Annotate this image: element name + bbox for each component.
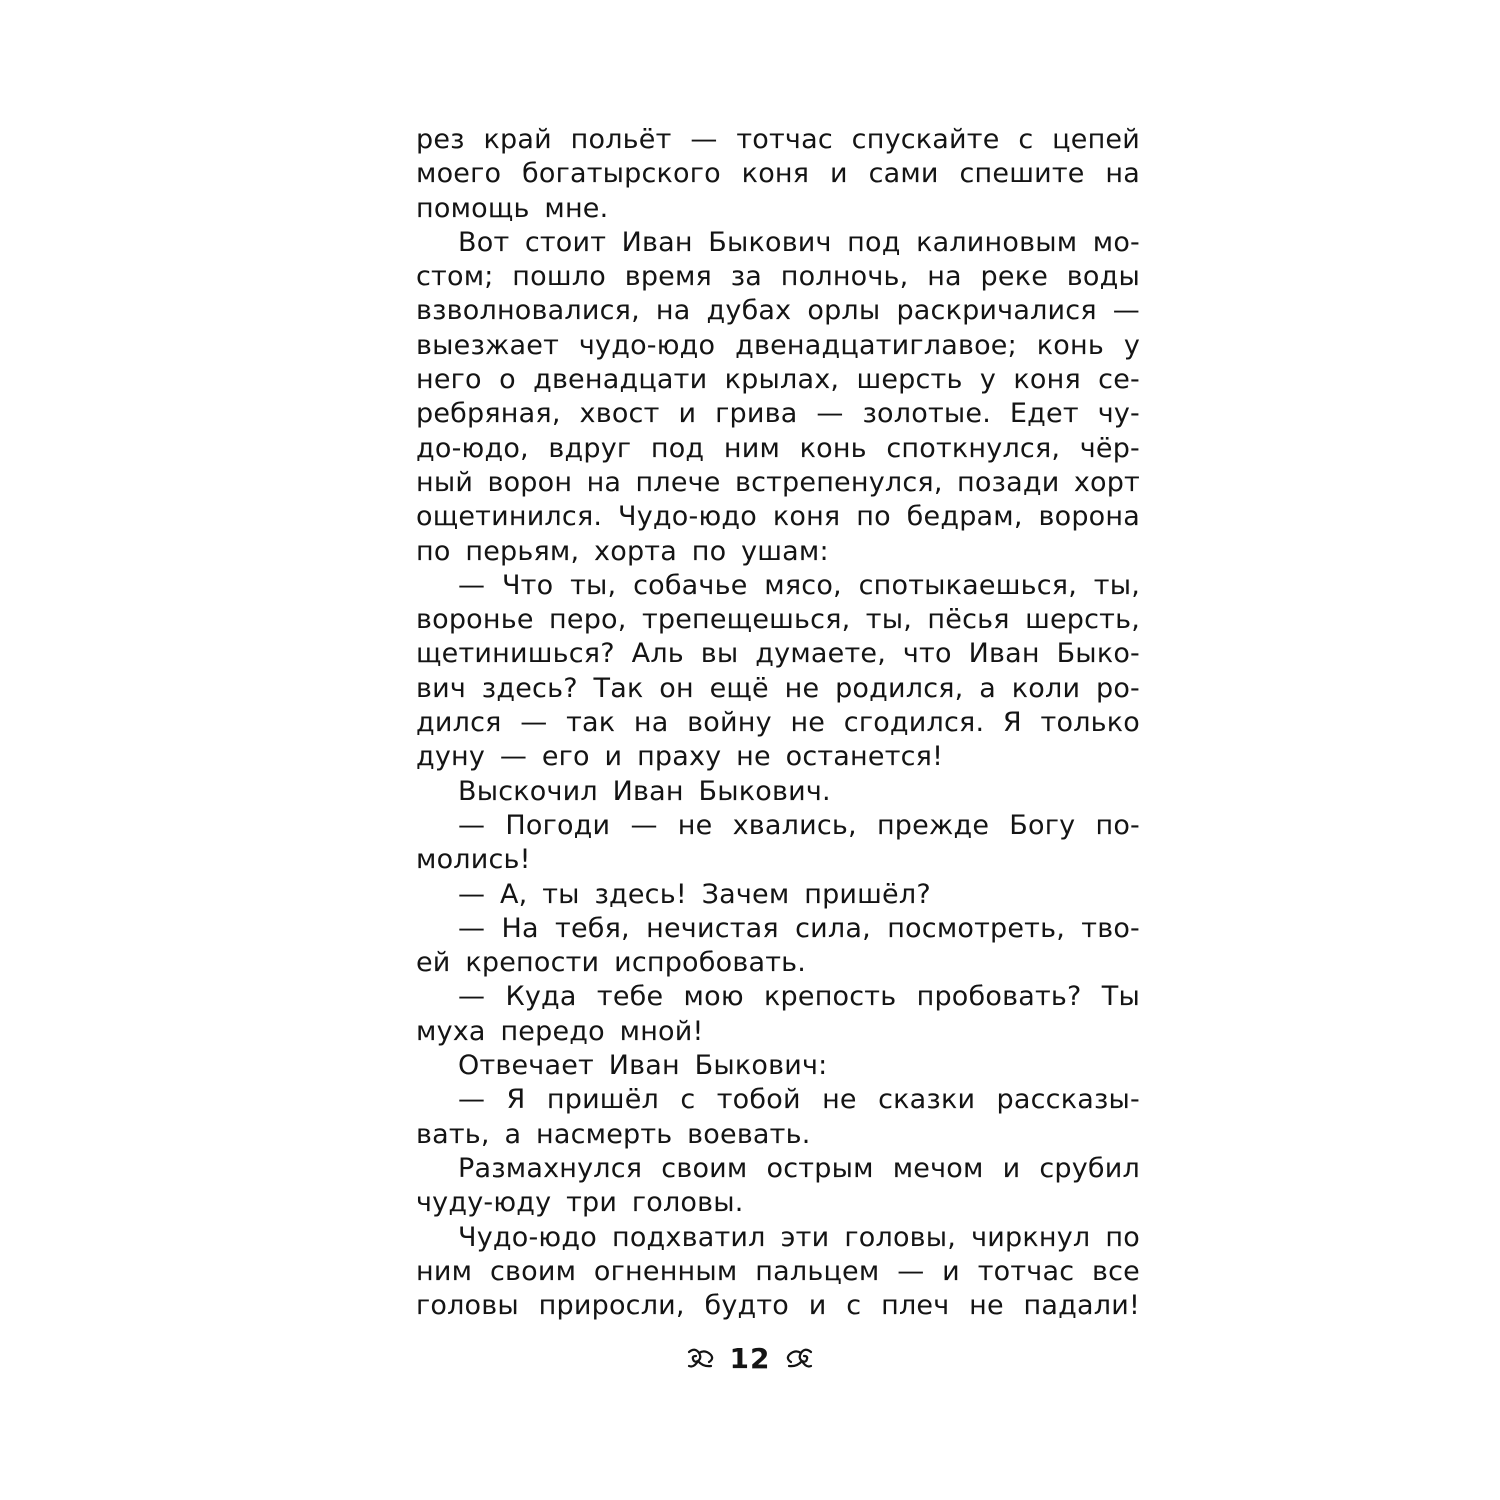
page-number: 12 bbox=[729, 1342, 771, 1375]
text-line: воронье перо, трепещешься, ты, пёсья шерсть, bbox=[416, 604, 1140, 636]
text-line: Отвечает Иван Быкович: bbox=[458, 1050, 828, 1082]
text-line: выезжает чудо-юдо двенадцатиглавое; конь у bbox=[416, 329, 1140, 361]
text-line: Выскочил Иван Быкович. bbox=[458, 775, 831, 807]
text-line: Размахнулся своим острым мечом и срубил bbox=[458, 1152, 1140, 1184]
text-line: помощь мне. bbox=[416, 192, 609, 224]
text-line: — Куда тебе мою крепость пробовать? Ты bbox=[458, 981, 1140, 1013]
text-line: головы приросли, будто и с плеч не падали! bbox=[416, 1290, 1140, 1322]
text-line: ей крепости испробовать. bbox=[416, 947, 807, 979]
text-line: — Что ты, собачье мясо, спотыкаешься, ты, bbox=[458, 569, 1140, 601]
text-line: по перьям, хорта по ушам: bbox=[416, 535, 829, 567]
text-line: — На тебя, нечистая сила, посмотреть, тво- bbox=[458, 912, 1140, 944]
text-line: — Я пришёл с тобой не сказки рассказы- bbox=[458, 1084, 1140, 1116]
page-footer bbox=[0, 1342, 1500, 1375]
text-line: Чудо-юдо подхватил эти головы, чиркнул по bbox=[458, 1221, 1140, 1253]
text-line: муха передо мной! bbox=[416, 1015, 704, 1047]
text-line: вать, а насмерть воевать. bbox=[416, 1118, 811, 1150]
ornament-left-icon bbox=[686, 1344, 716, 1374]
text-line: дуну — его и праху не останется! bbox=[416, 741, 944, 773]
text-line: рез край польёт — тотчас спускайте с цепей bbox=[416, 124, 1140, 155]
text-line: Вот стоит Иван Быкович под калиновым мо- bbox=[458, 226, 1140, 258]
text-line: ощетинился. Чудо-юдо коня по бедрам, ворона bbox=[416, 501, 1140, 533]
text-line: щетинишься? Аль вы думаете, что Иван Быко- bbox=[416, 638, 1140, 670]
text-line: дился — так на войну не сгодился. Я только bbox=[416, 707, 1140, 739]
page-body-text bbox=[416, 123, 1140, 1323]
text-line: него о двенадцати крылах, шерсть у коня се- bbox=[416, 364, 1140, 396]
text-line: вич здесь? Так он ещё не родился, а коли ро- bbox=[416, 672, 1140, 704]
text-line: ный ворон на плече встрепенулся, позади хорт bbox=[416, 466, 1140, 498]
text-line: чуду-юду три головы. bbox=[416, 1187, 744, 1219]
text-line: — А, ты здесь! Зачем пришёл? bbox=[458, 878, 931, 910]
text-line: ним своим огненным пальцем — и тотчас все bbox=[416, 1255, 1140, 1287]
text-line: взволновалися, на дубах орлы раскричалися — bbox=[416, 295, 1140, 327]
text-line: — Погоди — не хвались, прежде Богу по- bbox=[458, 809, 1140, 841]
text-line: молись! bbox=[416, 844, 531, 876]
text-line: моего богатырского коня и сами спешите на bbox=[416, 158, 1140, 190]
text-line: стом; пошло время за полночь, на реке воды bbox=[416, 261, 1140, 293]
text-line: до-юдо, вдруг под ним конь споткнулся, чёр- bbox=[416, 432, 1140, 464]
text-line: ребряная, хвост и грива — золотые. Едет чу- bbox=[416, 398, 1140, 430]
ornament-right-icon bbox=[784, 1344, 814, 1374]
